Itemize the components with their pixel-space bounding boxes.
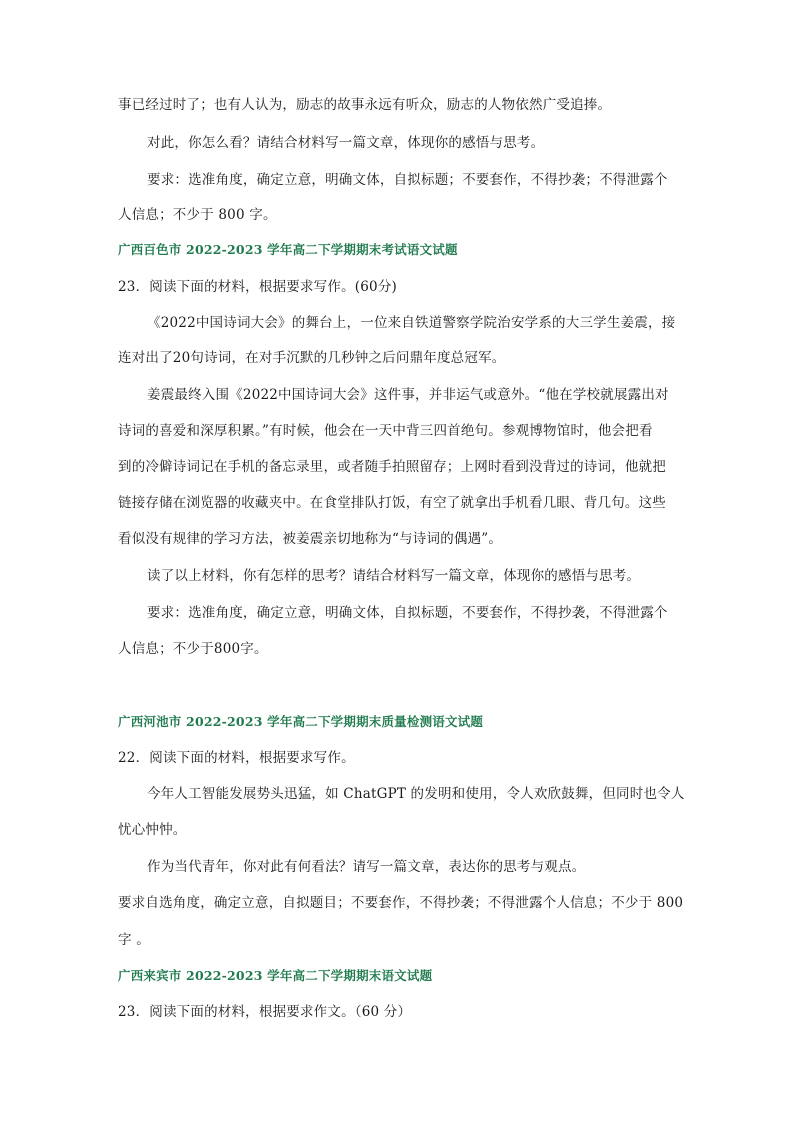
paragraph-line: 要求：选准角度，确定立意，明确文体，自拟标题，不要套作，不得抄袭，不得泄露个: [147, 605, 668, 621]
paragraph-line: 忧心忡忡。: [118, 822, 187, 838]
paragraph-line: 字 。: [118, 932, 150, 948]
paragraph-line: 《2022中国诗词大会》的舞台上，一位来自铁道警察学院治安学系的大三学生姜震，接: [147, 315, 676, 331]
paragraph-line: 作为当代青年，你对此有何看法？请写一篇文章，表达你的思考与观点。: [147, 859, 586, 875]
paragraph-line: 事已经过时了；也有人认为，励志的故事永远有听众，励志的人物依然广受追捧。: [118, 97, 612, 113]
paragraph-line: 连对出了20句诗词，在对手沉默的几秒钟之后问鼎年度总冠军。: [118, 350, 506, 366]
paragraph-line: 链接存储在浏览器的收藏夹中。在食堂排队打饭，有空了就拿出手机看几眼、背几句。这些: [118, 495, 666, 511]
paragraph-line: 诗词的喜爱和深厚积累。”有时候，他会在一天中背三四首绝句。参观博物馆时，他会把看: [118, 423, 653, 439]
paragraph-line: 今年人工智能发展势头迅猛，如 ChatGPT 的发明和使用，令人欢欣鼓舞，但同时也令人: [147, 786, 685, 802]
section-heading: 广西百色市 2022-2023 学年高二下学期期末考试语文试题: [118, 242, 458, 257]
paragraph-line: 人信息；不少于 800 字。: [118, 207, 277, 223]
paragraph-line: 读了以上材料，你有怎样的思考？请结合材料写一篇文章，体现你的感悟与思考。: [147, 568, 641, 584]
paragraph-line: 对此，你怎么看？请结合材料写一篇文章，体现你的感悟与思考。: [147, 135, 545, 151]
paragraph-line: 看似没有规律的学习方法，被姜震亲切地称为“与诗词的偶遇”。: [118, 531, 503, 547]
question-line: 23．阅读下面的材料，根据要求写作。(60分): [118, 279, 397, 295]
question-line: 23．阅读下面的材料，根据要求作文。（60 分）: [118, 1004, 412, 1020]
question-line: 22．阅读下面的材料，根据要求写作。: [118, 750, 355, 766]
paragraph-line: 到的冷僻诗词记在手机的备忘录里，或者随手拍照留存；上网时看到没背过的诗词，他就把: [118, 459, 666, 475]
paragraph-line: 要求自选角度，确定立意，自拟题目；不要套作，不得抄袭；不得泄露个人信息；不少于 800: [118, 895, 684, 911]
paragraph-line: 姜震最终入围《2022中国诗词大会》这件事，并非运气或意外。“他在学校就展露出对: [147, 387, 669, 403]
paragraph-line: 人信息；不少于800字。: [118, 641, 268, 657]
paragraph-line: 要求：选准角度，确定立意，明确文体，自拟标题；不要套作，不得抄袭；不得泄露个: [147, 172, 668, 188]
section-heading: 广西来宾市 2022-2023 学年高二下学期期末语文试题: [118, 968, 433, 983]
section-heading: 广西河池市 2022-2023 学年高二下学期期末质量检测语文试题: [118, 714, 484, 729]
